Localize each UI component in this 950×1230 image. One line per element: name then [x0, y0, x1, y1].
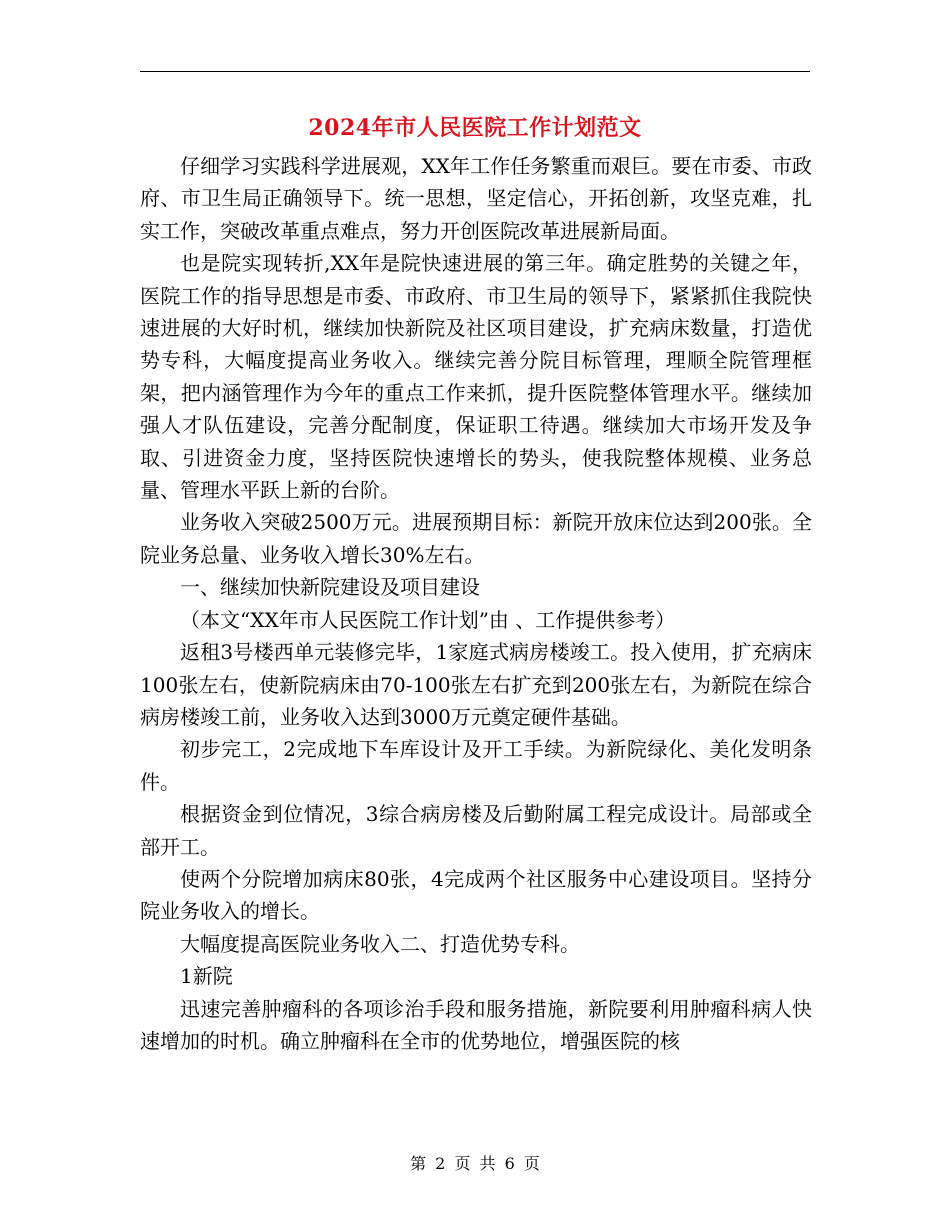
paragraph: 业务收入突破2500万元。进展预期目标：新院开放床位达到200张。全院业务总量、业务收入增长30%左右。: [140, 510, 812, 567]
paragraph: （本文“XX年市人民医院工作计划”由 、工作提供参考）: [180, 607, 676, 632]
document-body: [140, 150, 812, 1057]
paragraph: 迅速完善肿瘤科的各项诊治手段和服务措施，新院要利用肿瘤科病人快速增加的时机。确立肿瘤科在全市的优势地位，增强医院的核: [140, 996, 812, 1053]
paragraph: 也是院实现转折,XX年是院快速进展的第三年。确定胜势的关键之年，医院工作的指导思想是市委、市政府、市卫生局的领导下，紧紧抓住我院快速进展的大好时机，继续加快新院及社区项目建设，扩充病床数量，打造优势专科，大幅度提高业务收入。继续完善分院目标管理，理顺全院管理框架，把内涵管理作为今年的重点工作来抓，提升医院整体管理水平。继续加强人才队伍建设，完善分配制度，保证职工待遇。继续加大市场开发及争取、引进资金力度，坚持医院快速增长的势头，使我院整体规模、业务总量、管理水平跃上新的台阶。: [140, 251, 812, 503]
paragraph: 使两个分院增加病床80张，4完成两个社区服务中心建设项目。坚持分院业务收入的增长。: [140, 866, 812, 924]
section-heading: 一、继续加快新院建设及项目建设: [180, 575, 480, 600]
paragraph: 返租3号楼西单元装修完毕，1家庭式病房楼竣工。投入使用，扩充病床100张左右，使新院病床由70-100张左右扩充到200张左右，为新院在综合病房楼竣工前，业务收入达到3000万元奠定硬件基础。: [140, 640, 812, 729]
paragraph: 仔细学习实践科学进展观，XX年工作任务繁重而艰巨。要在市委、市政府、市卫生局正确领导下。统一思想，坚定信心，开拓创新，攻坚克难，扎实工作，突破改革重点难点，努力开创医院改革进展新局面。: [140, 154, 812, 243]
document-title: 2024年市人民医院工作计划范文: [308, 115, 642, 141]
paragraph: 根据资金到位情况，3综合病房楼及后勤附属工程完成设计。局部或全部开工。: [140, 802, 812, 859]
paragraph: 大幅度提高医院业务收入二、打造优势专科。: [180, 931, 580, 956]
page-number: 第 2 页 共 6 页: [410, 1154, 540, 1173]
sub-heading: 1新院: [180, 964, 233, 989]
header-rule: [140, 71, 810, 72]
paragraph: 初步完工，2完成地下车库设计及开工手续。为新院绿化、美化发明条件。: [140, 737, 812, 794]
